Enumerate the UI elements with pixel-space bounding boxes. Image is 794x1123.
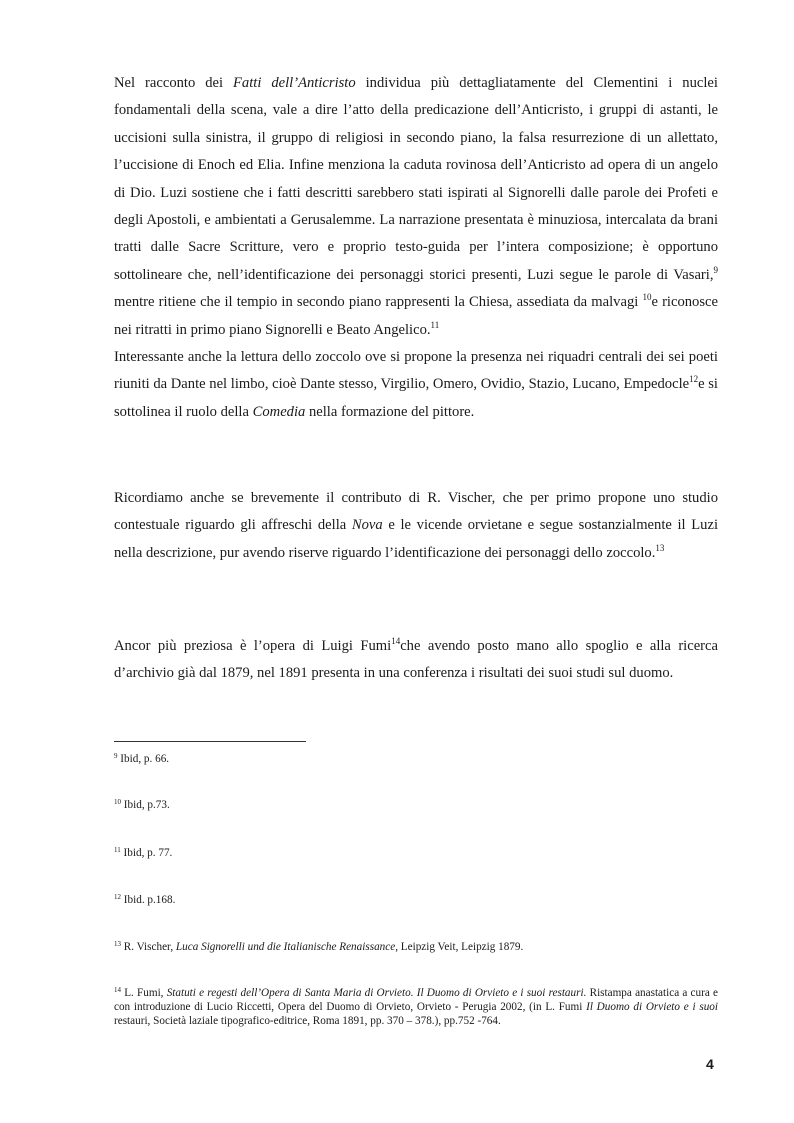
work-title: Fatti dell’Anticristo bbox=[233, 75, 356, 91]
footnote-14 bbox=[114, 986, 718, 1029]
footnote-text: R. Vischer, bbox=[121, 941, 176, 953]
work-title: Comedia bbox=[252, 403, 306, 420]
footnote-text: , Leipzig Veit, Leipzig 1879. bbox=[395, 941, 524, 953]
text-run: e si sottolinea il ruolo della bbox=[114, 376, 718, 420]
text-run: Ricordiamo anche se brevemente il contributo di R. Vischer, che per primo propone uno studio contestuale riguardo gli affreschi della bbox=[114, 490, 718, 534]
footnote-11 bbox=[114, 846, 718, 860]
footnote-13 bbox=[114, 940, 718, 954]
paragraph-fumi bbox=[114, 633, 718, 688]
page-number: 4 bbox=[706, 1056, 714, 1072]
text-run: Ancor più preziosa è l’opera di Luigi Fumi bbox=[114, 638, 392, 654]
footnote-10 bbox=[114, 798, 718, 812]
footnote-ref-14[interactable]: 14 bbox=[391, 636, 401, 646]
footnote-ref-9[interactable]: 9 bbox=[713, 264, 718, 275]
text-run: individua più dettagliatamente del Clementini i nuclei fondamentali della scena, vale a dire l’atto della predicazione dell’Anticristo, i gruppi di astanti, le uccisioni sulla sinistra, il gruppo di religiosi in secondo piano, la falsa resurrezione di un allettato, l’uccisione di Enoch ed Elia. Infine menziona la caduta rovinosa dell’Anticristo ad opera di un angelo di Dio. Luzi sostiene che i fatti descritti sarebbero stati ispirati al Signorelli dalle parole dei Profeti e degli Apostoli, e ambientati a Gerusalemme. La narrazione presentata è minuziosa, intercalata da brani tratti dalle Sacre Scritture, vero e proprio testo-guida per l’intera composizione; è opportuno sottolineare che, nell’identificazione dei personaggi storici presenti, Luzi segue le parole di Vasari, bbox=[114, 75, 718, 283]
paragraph-anticristo bbox=[114, 70, 718, 426]
footnote-number: 9 bbox=[114, 752, 118, 760]
footnote-number: 10 bbox=[114, 798, 121, 806]
text-run: mentre ritiene che il tempio in secondo piano rappresenti la Chiesa, assediata da malvagi bbox=[114, 294, 643, 311]
text-run: che avendo posto mano allo spoglio e alla ricerca d’archivio già dal 1879, nel 1891 presenta in una conferenza i risultati dei suoi studi sul duomo. bbox=[114, 638, 719, 682]
work-title: Il Duomo di Orvieto e i suoi bbox=[586, 1001, 718, 1014]
footnote-text: Ibid, p. 77. bbox=[120, 847, 173, 859]
footnote-ref-11[interactable]: 11 bbox=[430, 319, 440, 330]
footnote-text: L. Fumi, bbox=[121, 987, 167, 999]
paragraph-vischer bbox=[114, 485, 718, 567]
text-run: nella formazione del pittore. bbox=[305, 403, 475, 420]
footnote-text: Ibid, p.73. bbox=[121, 799, 170, 811]
footnote-ref-10[interactable]: 10 bbox=[642, 292, 652, 303]
footnote-9 bbox=[114, 752, 718, 766]
footnote-12 bbox=[114, 893, 718, 907]
footnote-ref-13[interactable]: 13 bbox=[655, 542, 665, 553]
footnote-text: Ibid. p.168. bbox=[121, 894, 176, 906]
text-run: Interessante anche la lettura dello zoccolo ove si propone la presenza nei riquadri centrali dei sei poeti riuniti da Dante nel limbo, cioè Dante stesso, Virgilio, Omero, Ovidio, Stazio, Lucano, Empedocle bbox=[114, 349, 718, 393]
work-title: Luca Signorelli und die Italianische Renaissance bbox=[175, 941, 396, 953]
footnote-text: restauri, Società laziale tipografico-editrice, Roma 1891, pp. 370 – 378.), pp.752 -764. bbox=[114, 1015, 501, 1028]
footnote-number: 14 bbox=[114, 986, 121, 994]
work-title: Statuti e regesti dell’Opera di Santa Maria di Orvieto. Il Duomo di Orvieto e i suoi restauri. bbox=[166, 987, 587, 999]
footnote-number: 12 bbox=[114, 893, 121, 901]
footnote-text: Ibid, p. 66. bbox=[117, 753, 170, 765]
footnote-number: 11 bbox=[114, 846, 121, 854]
text-run: e le vicende orvietane e segue sostanzialmente il Luzi nella descrizione, pur avendo riserve riguardo l’identificazione dei personaggi dello zoccolo. bbox=[114, 517, 719, 561]
footnote-ref-12[interactable]: 12 bbox=[689, 374, 699, 385]
footnote-number: 13 bbox=[114, 940, 121, 948]
footnote-separator bbox=[114, 741, 306, 742]
text-run: e riconosce nei ritratti in primo piano Signorelli e Beato Angelico. bbox=[114, 294, 718, 338]
footnote-text: Ristampa anastatica a cura e con introduzione di Lucio Riccetti, Opera del Duomo di Orvieto, Orvieto - Perugia 2002, (in L. Fumi bbox=[114, 987, 718, 1014]
text-run: Nel racconto dei bbox=[114, 75, 234, 91]
work-title: Nova bbox=[351, 517, 383, 534]
